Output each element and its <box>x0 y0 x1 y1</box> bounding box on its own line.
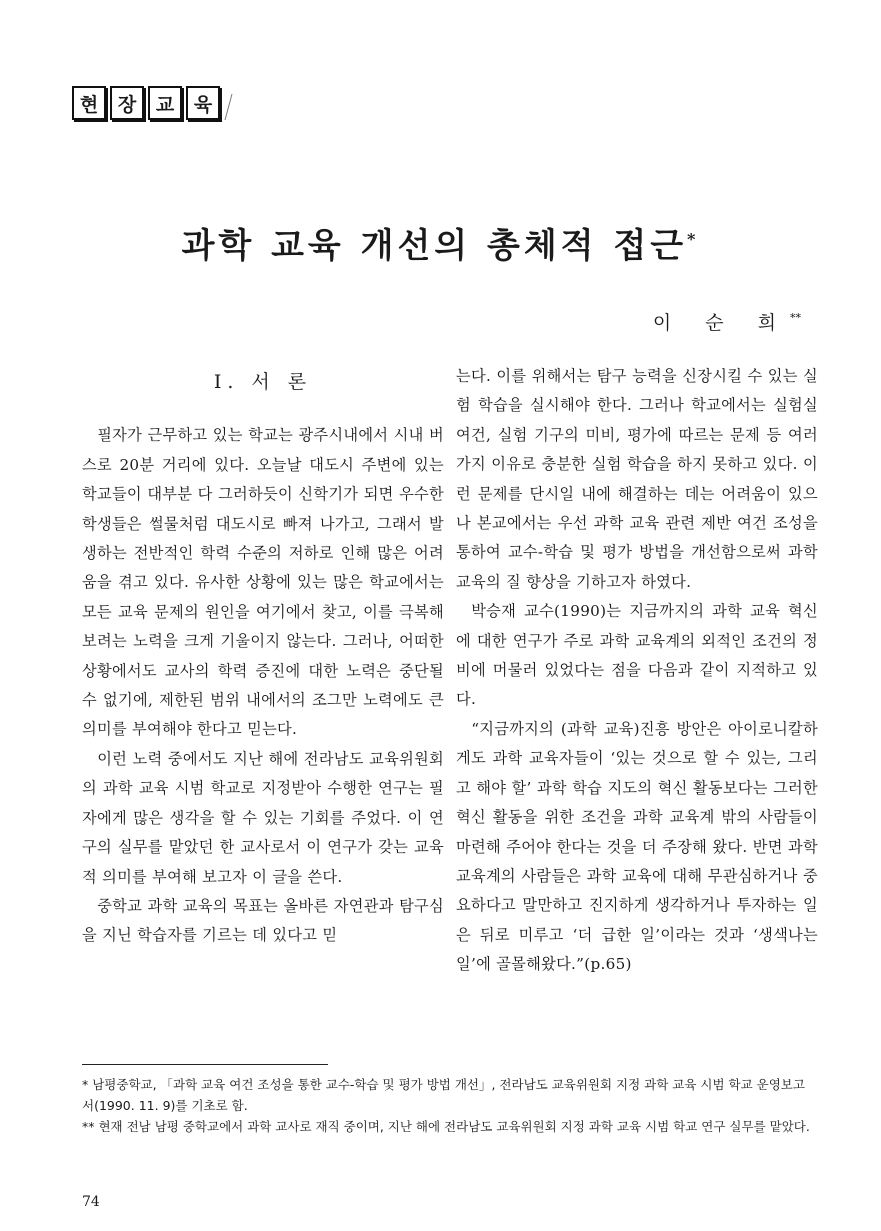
badge-char: 현 <box>72 86 106 120</box>
badge-char: 장 <box>110 86 144 120</box>
left-column <box>82 362 444 951</box>
badge-char: 교 <box>148 86 182 120</box>
quote-paragraph: “지금까지의 (과학 교육)진흥 방안은 아이로니칼하게도 과학 교육자들이 ‘있는 것으로 할 수 있는, 그리고 해야 할’ 과학 학습 지도의 혁신 활동보다는 그러한 혁신 활동을 위한 조건을 과학 교육계 밖의 사람들이 마련해 주어야 한다는 것을 더 주장해 왔다. 반면 과학 교육계의 사람들은 과학 교육에 대해 무관심하거나 중요하다고 말만하고 진지하게 생각하거나 투자하는 일은 뒤로 미루고 ‘더 급한 일’이라는 것과 ‘생색나는 일’에 골몰해왔다.”(p.65) <box>456 719 818 974</box>
author-line <box>653 308 801 335</box>
footnote-rule <box>82 1064 328 1065</box>
author-name: 이 순 희 <box>652 312 790 334</box>
paragraph: 이런 노력 중에서도 지난 해에 전라남도 교육위원회의 과학 교육 시범 학교로 지정받아 수행한 연구는 필자에게 많은 생각을 할 수 있는 기회를 주었다. 이 연구의 실무를 맡았던 한 교사로서 이 연구가 갖는 교육적 의미를 부여해 보고자 이 글을 쓴다. <box>82 749 444 886</box>
paragraph: 는다. 이를 위해서는 탐구 능력을 신장시킬 수 있는 실험 학습을 실시해야 한다. 그러나 학교에서는 실험실 여건, 실험 기구의 미비, 평가에 따르는 문제 등 여러가지 이유로 충분한 실험 학습을 하지 못하고 있다. 이런 문제를 단시일 내에 해결하는 데는 어려움이 있으나 본교에서는 우선 과학 교육 관련 제반 여건 조성을 통하여 교수-학습 및 평가 방법을 개선함으로써 과학 교육의 질 향상을 기하고자 하였다. <box>456 367 818 591</box>
section-badge <box>72 86 239 120</box>
badge-decoration-icon <box>225 94 243 120</box>
right-column <box>456 362 818 980</box>
title-footnote-mark: * <box>687 229 700 249</box>
section-heading: Ⅰ. 서 론 <box>213 371 313 393</box>
paragraph: 박승재 교수(1990)는 지금까지의 과학 교육 혁신에 대한 연구가 주로 과학 교육계의 외적인 조건의 정비에 머물러 있었다는 점을 다음과 같이 지적하고 있다. <box>456 602 818 709</box>
title-text: 과학 교육 개선의 총체적 접근 <box>181 226 688 266</box>
paragraph: 중학교 과학 교육의 목표는 올바른 자연관과 탐구심을 지닌 학습자를 기르는 데 있다고 믿 <box>82 896 444 945</box>
footnotes <box>82 1074 812 1137</box>
article-title <box>0 218 881 267</box>
author-footnote-mark: ** <box>790 311 801 325</box>
paragraph: 필자가 근무하고 있는 학교는 광주시내에서 시내 버스로 20분 거리에 있다. 오늘날 대도시 주변에 있는 학교들이 대부분 다 그러하듯이 신학기가 되면 우수한 학생들은 썰물처럼 대도시로 빠져 나가고, 그래서 발생하는 전반적인 학력 수준의 저하로 인해 많은 어려움을 겪고 있다. 유사한 상황에 있는 많은 학교에서는 모든 교육 문제의 원인을 여기에서 찾고, 이를 극복해 보려는 노력을 크게 기울이지 않는다. 그러나, 어떠한 상황에서도 교사의 학력 증진에 대한 노력은 중단될 수 없기에, 제한된 범위 내에서의 조그만 노력에도 큰 의미를 부여해야 한다고 믿는다. <box>82 426 444 739</box>
page-number: 74 <box>82 1194 100 1210</box>
footnote: ** 현재 전남 남평 중학교에서 과학 교사로 재직 중이며, 지난 해에 전라남도 교육위원회 지정 과학 교육 시범 학교 연구 실무를 맡았다. <box>82 1119 810 1134</box>
badge-char: 육 <box>186 86 220 120</box>
footnote: * 남평중학교, 「과학 교육 여건 조성을 통한 교수-학습 및 평가 방법 개선」, 전라남도 교육위원회 지정 과학 교육 시범 학교 운영보고서(1990. 11. 9)를 기초로 함. <box>82 1077 805 1113</box>
